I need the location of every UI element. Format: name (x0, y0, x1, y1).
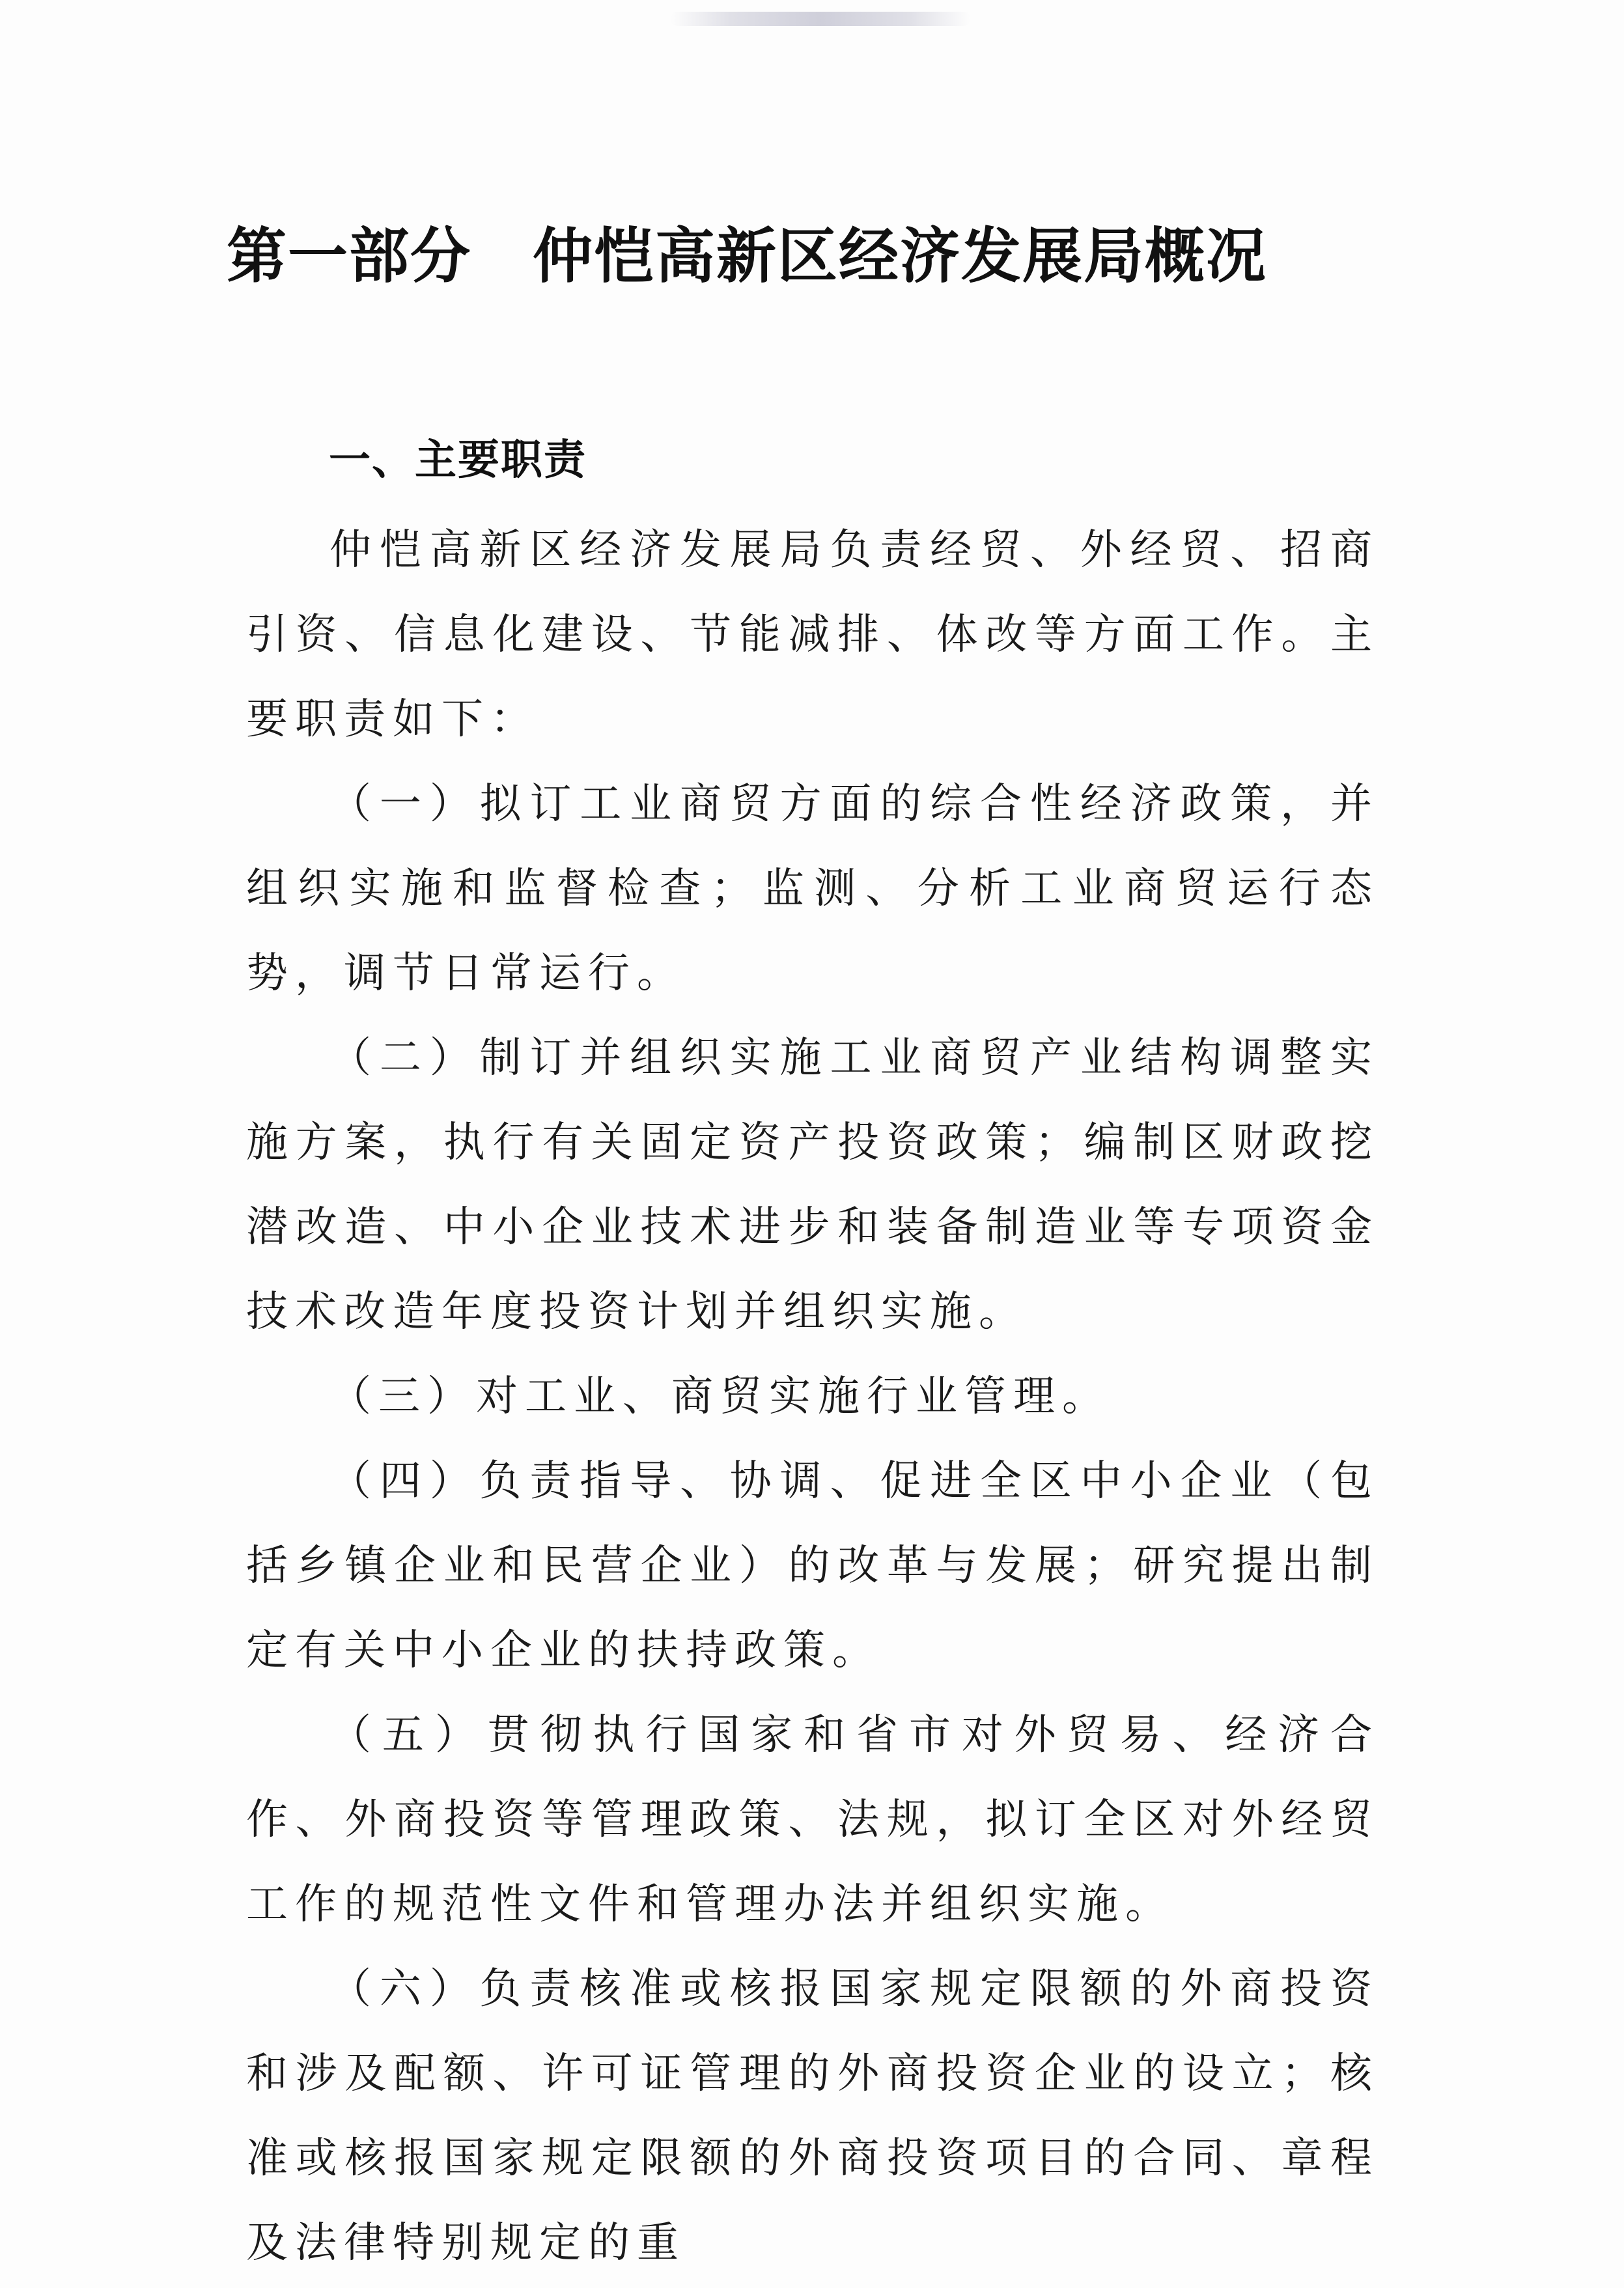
paragraph-duty-6: （六）负责核准或核报国家规定限额的外商投资和涉及配额、许可证管理的外商投资企业的设立；核准或核报国家规定限额的外商投资项目的合同、章程及法律特别规定的重 (246, 1965, 1379, 2267)
section-heading: 一、主要职责 (329, 436, 587, 484)
paragraph-duty-3: （三）对工业、商贸实施行业管理。 (329, 1373, 1111, 1421)
paragraph-duty-4: （四）负责指导、协调、促进全区中小企业（包括乡镇企业和民营企业）的改革与发展；研究提出制定有关中小企业的扶持政策。 (246, 1457, 1379, 1675)
paragraph-duty-1: （一）拟订工业商贸方面的综合性经济政策，并组织实施和监督检查；监测、分析工业商贸运行态势，调节日常运行。 (246, 780, 1379, 998)
document-body (246, 508, 1379, 2285)
paragraph-intro: 仲恺高新区经济发展局负责经贸、外经贸、招商引资、信息化建设、节能减排、体改等方面工作。主要职责如下： (246, 526, 1379, 744)
scan-artifact (671, 12, 970, 26)
paragraph-duty-2: （二）制订并组织实施工业商贸产业结构调整实施方案，执行有关固定资产投资政策；编制区财政挖潜改造、中小企业技术进步和装备制造业等专项资金技术改造年度投资计划并组织实施。 (246, 1034, 1379, 1336)
paragraph-duty-5: （五）贯彻执行国家和省市对外贸易、经济合作、外商投资等管理政策、法规，拟订全区对外经贸工作的规范性文件和管理办法并组织实施。 (246, 1711, 1379, 1929)
page-title: 第一部分 仲恺高新区经济发展局概况 (226, 221, 1267, 291)
